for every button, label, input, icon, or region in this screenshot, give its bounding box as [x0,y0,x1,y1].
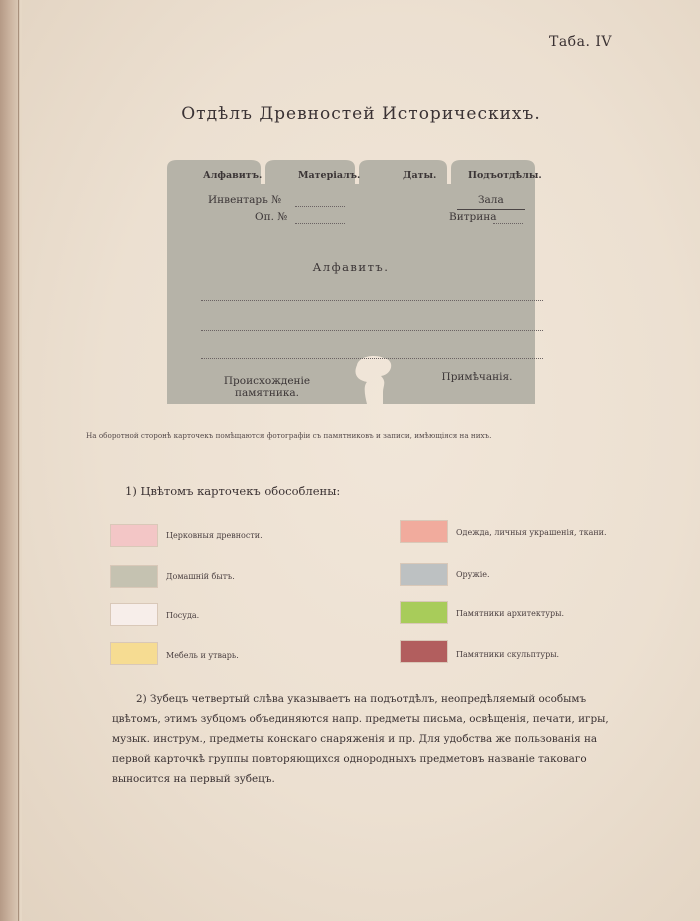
origin-label-line1: Происхожденіе [223,375,311,387]
hall-line [457,209,525,210]
legend-label-sculpture: Памятники скульптуры. [456,650,560,659]
legend-label-clothing: Одежда, личныя украшенія, ткани. [456,528,607,537]
tab-alphabet: Алфавитъ. [203,170,263,181]
tab-material: Матеріалъ. [298,170,361,181]
legend-label-architecture: Памятники архитектуры. [456,609,565,618]
inventory-line [295,206,345,207]
book-binding [0,0,20,921]
card-line-3 [201,358,543,359]
card-center-label: Алфавитъ. [312,260,390,274]
swatch-dishes [110,603,158,626]
page-title: Отдѣлъ Древностей Историческихъ. [181,104,541,124]
legend-title: 1) Цвѣтомъ карточекъ обособлены: [125,484,341,498]
swatch-domestic [110,565,158,588]
swatch-weapons [400,563,448,586]
hall-label: Зала [478,194,504,206]
legend-label-furniture: Мебель и утварь. [166,651,239,660]
catalogue-card [167,160,542,404]
swatch-clothing [400,520,448,543]
swatch-architecture [400,601,448,624]
paragraph-line-5: выносится на первый зубецъ. [112,773,275,785]
origin-label [217,375,317,399]
op-number-line [295,223,345,224]
explanation-paragraph [112,689,652,789]
book-page [22,0,700,921]
binding-edge [18,0,19,921]
paragraph-line-3: музык. инструм., предметы конскаго снаряженія и пр. Для удобства же пользованія на [112,733,598,745]
inventory-label: Инвентарь № [208,194,282,206]
remarks-label: Примѣчанія. [441,371,513,383]
swatch-church [110,524,158,547]
paragraph-line-1: 2) Зубецъ четвертый слѣва указываетъ на подъотдѣлъ, неопредѣляемый особымъ [136,693,587,705]
showcase-label: Витрина [449,211,497,223]
showcase-line [493,223,523,224]
paragraph-line-2: цвѣтомъ, этимъ зубцомъ объединяются напр. предметы письма, освѣщенія, печати, игры, [112,713,609,725]
tab-subdivisions: Подъотдѣлы. [468,170,542,181]
plate-label: Таба. IV [548,34,612,50]
swatch-furniture [110,642,158,665]
legend-label-dishes: Посуда. [166,611,200,620]
legend-label-church: Церковныя древности. [166,531,263,540]
card-line-1 [201,300,543,301]
legend-label-domestic: Домашній бытъ. [166,572,235,581]
swatch-sculpture [400,640,448,663]
op-number-label: Оп. № [255,211,288,223]
legend-label-weapons: Оружіе. [456,570,490,579]
card-note: На оборотной сторонѣ карточекъ помѣщаются фотографіи съ памятниковъ и записи, имѣющіяся на нихъ. [86,431,492,440]
paragraph-line-4: первой карточкѣ группы повторяющихся однородныхъ предметовъ названіе таковаго [112,753,587,765]
tab-dates: Даты. [403,170,437,181]
card-line-2 [201,330,543,331]
origin-label-line2: памятника. [234,387,299,399]
